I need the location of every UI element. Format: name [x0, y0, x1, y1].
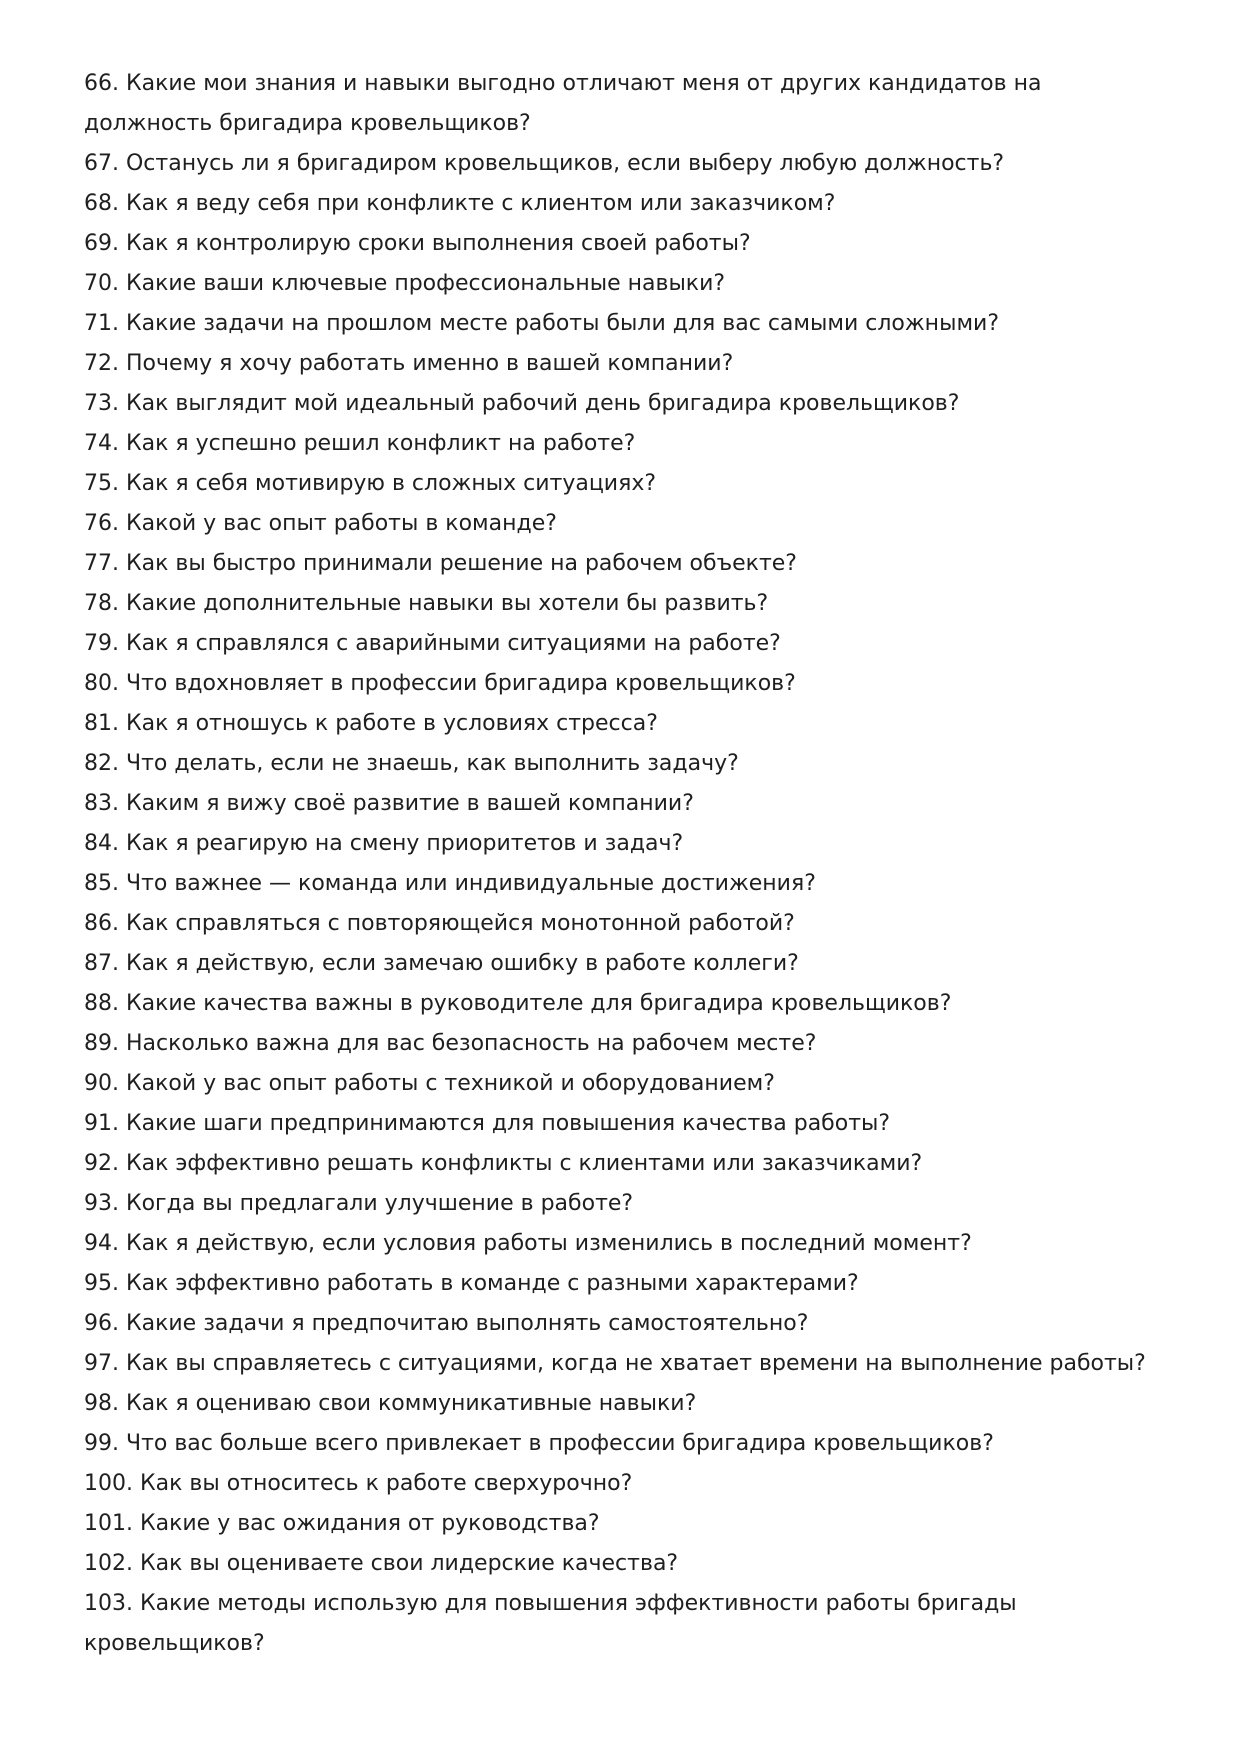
question-item: 72. Почему я хочу работать именно в вашей компании? [84, 351, 734, 376]
question-item: 69. Как я контролирую сроки выполнения своей работы? [84, 231, 751, 256]
question-item: 90. Какой у вас опыт работы с техникой и оборудованием? [84, 1071, 775, 1096]
document-page [84, 64, 1169, 1664]
question-item: 71. Какие задачи на прошлом месте работы были для вас самыми сложными? [84, 311, 1000, 336]
question-item: 101. Какие у вас ожидания от руководства? [84, 1511, 600, 1536]
question-item: 95. Как эффективно работать в команде с разными характерами? [84, 1271, 859, 1296]
question-item: 100. Как вы относитесь к работе сверхурочно? [84, 1471, 633, 1496]
question-item: 86. Как справляться с повторяющейся монотонной работой? [84, 911, 795, 936]
question-item: 70. Какие ваши ключевые профессиональные навыки? [84, 271, 726, 296]
question-item: 81. Как я отношусь к работе в условиях стресса? [84, 711, 658, 736]
question-item: 99. Что вас больше всего привлекает в профессии бригадира кровельщиков? [84, 1431, 994, 1456]
question-item: 89. Насколько важна для вас безопасность на рабочем месте? [84, 1031, 817, 1056]
question-item: 75. Как я себя мотивирую в сложных ситуациях? [84, 471, 657, 496]
question-item: 74. Как я успешно решил конфликт на работе? [84, 431, 636, 456]
question-item: 85. Что важнее — команда или индивидуальные достижения? [84, 871, 816, 896]
question-item: 82. Что делать, если не знаешь, как выполнить задачу? [84, 751, 739, 776]
question-item: 77. Как вы быстро принимали решение на рабочем объекте? [84, 551, 797, 576]
question-item: 88. Какие качества важны в руководителе для бригадира кровельщиков? [84, 991, 952, 1016]
question-item: 97. Как вы справляетесь с ситуациями, когда не хватает времени на выполнение работы? [84, 1351, 1146, 1376]
question-item: 73. Как выглядит мой идеальный рабочий день бригадира кровельщиков? [84, 391, 960, 416]
question-item: 92. Как эффективно решать конфликты с клиентами или заказчиками? [84, 1151, 923, 1176]
question-item: 87. Как я действую, если замечаю ошибку в работе коллеги? [84, 951, 799, 976]
question-item: 67. Останусь ли я бригадиром кровельщиков, если выберу любую должность? [84, 151, 1005, 176]
question-item: 94. Как я действую, если условия работы изменились в последний момент? [84, 1231, 972, 1256]
question-item: 80. Что вдохновляет в профессии бригадира кровельщиков? [84, 671, 796, 696]
question-item: 76. Какой у вас опыт работы в команде? [84, 511, 557, 536]
question-item: 79. Как я справлялся с аварийными ситуациями на работе? [84, 631, 781, 656]
question-item: 78. Какие дополнительные навыки вы хотели бы развить? [84, 591, 769, 616]
question-list [84, 64, 1169, 1664]
question-item: 103. Какие методы использую для повышения эффективности работы бригады кровельщиков? [84, 1591, 1017, 1656]
question-item: 66. Какие мои знания и навыки выгодно отличают меня от других кандидатов на должность бригадира кровельщиков? [84, 71, 1042, 136]
question-item: 98. Как я оцениваю свои коммуникативные навыки? [84, 1391, 697, 1416]
question-item: 83. Каким я вижу своё развитие в вашей компании? [84, 791, 694, 816]
question-item: 96. Какие задачи я предпочитаю выполнять самостоятельно? [84, 1311, 809, 1336]
question-item: 102. Как вы оцениваете свои лидерские качества? [84, 1551, 679, 1576]
question-item: 68. Как я веду себя при конфликте с клиентом или заказчиком? [84, 191, 836, 216]
question-item: 93. Когда вы предлагали улучшение в работе? [84, 1191, 634, 1216]
question-item: 84. Как я реагирую на смену приоритетов и задач? [84, 831, 684, 856]
question-item: 91. Какие шаги предпринимаются для повышения качества работы? [84, 1111, 891, 1136]
